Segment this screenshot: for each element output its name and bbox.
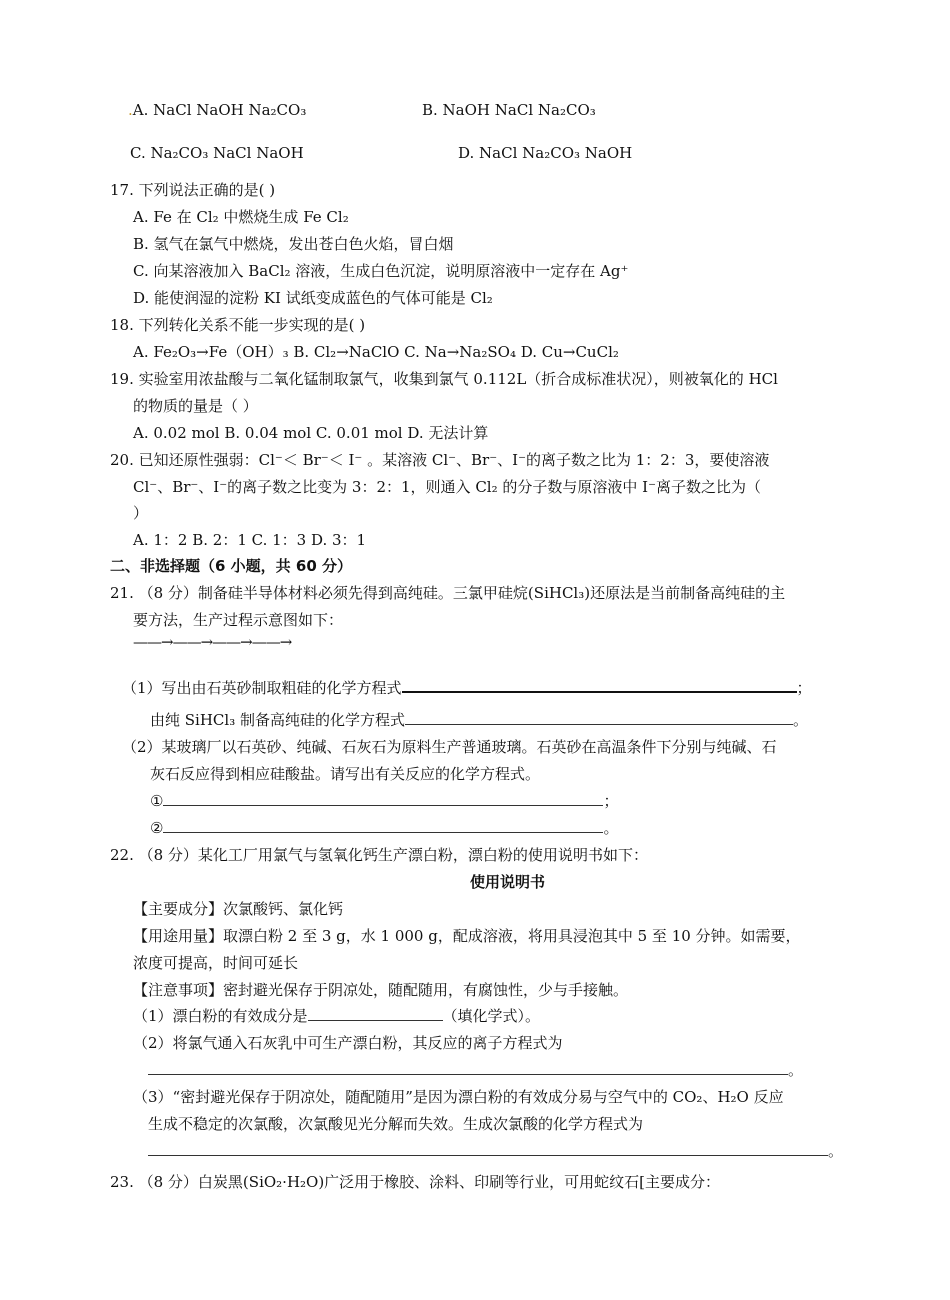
part-1b: 由纯 SiHCl₃ 制备高纯硅的化学方程式 。 [150, 711, 808, 729]
option-c: C. Na₂CO₃ NaCl NaOH [130, 144, 304, 162]
answer-blank[interactable] [148, 1060, 788, 1075]
part-2: （2）某玻璃厂以石英砂、纯碱、石灰石为原料生产普通玻璃。石英砂在高温条件下分别与纯碱、石 [122, 738, 777, 756]
mark-dot: . [128, 101, 133, 119]
option-c: C. 向某溶液加入 BaCl₂ 溶液，生成白色沉淀，说明原溶液中一定存在 Ag⁺ [133, 262, 629, 280]
answer-blank[interactable] [402, 677, 797, 693]
answer-blank[interactable] [308, 1006, 443, 1021]
manual-usage-cont: 浓度可提高，时间可延长 [133, 954, 299, 972]
question-stem: 19. 实验室用浓盐酸与二氧化锰制取氯气，收集到氯气 0.112L（折合成标准状况），则被氧化的 HCl [110, 370, 778, 388]
part-1: （1）漂白粉的有效成分是 （填化学式）。 [133, 1007, 541, 1025]
manual-usage: 【用途用量】取漂白粉 2 至 3 g，水 1 000 g，配成溶液，将用具浸泡其中 5 至 10 分钟。如需要， [133, 927, 801, 945]
question-stem-end: ） [133, 504, 149, 522]
part-2-answer-2: ② 。 [150, 819, 619, 837]
part-2: （2）将氯气通入石灰乳中可生产漂白粉，其反应的离子方程式为 [133, 1034, 563, 1052]
question-stem-cont: 要方法，生产过程示意图如下： [133, 611, 344, 629]
part-3-answer: 。 [148, 1141, 843, 1161]
option-d: D. 能使润湿的淀粉 KI 试纸变成蓝色的气体可能是 Cl₂ [133, 289, 493, 307]
section-heading: 二、非选择题（6 小题，共 60 分） [110, 557, 352, 575]
options: A. 0.02 mol B. 0.04 mol C. 0.01 mol D. 无法计算 [133, 424, 489, 442]
part-3: （3）“密封避光保存于阴凉处，随配随用”是因为漂白粉的有效成分易与空气中的 CO₂、H₂O 反应 [133, 1088, 784, 1106]
option-d: D. NaCl Na₂CO₃ NaOH [458, 144, 633, 162]
question-stem: 22. （8 分）某化工厂用氯气与氢氧化钙生产漂白粉，漂白粉的使用说明书如下： [110, 846, 648, 864]
process-arrows: ——→——→——→——→ [133, 633, 292, 651]
part-2-answer-1: ① ； [150, 792, 619, 810]
question-23-stem: 23. （8 分）白炭黑(SiO₂·H₂O)广泛用于橡胶、涂料、印刷等行业，可用蛇纹石[主要成分： [110, 1173, 721, 1191]
manual-title: 使用说明书 [470, 873, 546, 891]
part-1a: （1）写出由石英砂制取粗硅的化学方程式 ； [122, 679, 812, 697]
part-2-cont: 灰石反应得到相应硅酸盐。请写出有关反应的化学方程式。 [150, 765, 541, 783]
part-2-answer: 。 [148, 1060, 803, 1080]
manual-ingredients: 【主要成分】次氯酸钙、氯化钙 [133, 900, 344, 918]
question-stem: 17. 下列说法正确的是( ) [110, 181, 276, 199]
option-a: A. Fe 在 Cl₂ 中燃烧生成 Fe Cl₂ [133, 208, 349, 226]
option-a: .A. NaCl NaOH Na₂CO₃ [128, 101, 307, 119]
options: A. Fe₂O₃→Fe（OH）₃ B. Cl₂→NaClO C. Na→Na₂SO₄ D. Cu→CuCl₂ [133, 343, 619, 361]
part-3-cont: 生成不稳定的次氯酸，次氯酸见光分解而失效。生成次氯酸的化学方程式为 [148, 1115, 644, 1133]
question-stem: 20. 已知还原性强弱：Cl⁻＜ Br⁻＜ I⁻ 。某溶液 Cl⁻、Br⁻、I⁻的离子数之比为 1：2：3，要使溶液 [110, 451, 770, 469]
option-b: B. 氢气在氯气中燃烧，发出苍白色火焰，冒白烟 [133, 235, 454, 253]
answer-blank[interactable] [148, 1141, 828, 1156]
question-stem: 18. 下列转化关系不能一步实现的是( ) [110, 316, 366, 334]
question-stem: 21. （8 分）制备硅半导体材料必须先得到高纯硅。三氯甲硅烷(SiHCl₃)还原法是当前制备高纯硅的主 [110, 584, 786, 602]
question-stem-cont: 的物质的量是（ ） [133, 397, 258, 415]
answer-blank[interactable] [405, 710, 793, 725]
question-stem-cont: Cl⁻、Br⁻、I⁻的离子数之比变为 3：2：1，则通入 Cl₂ 的分子数与原溶液中 I⁻离子数之比为（ [133, 478, 761, 496]
options: A. 1：2 B. 2：1 C. 1：3 D. 3：1 [133, 531, 367, 549]
manual-notes: 【注意事项】密封避光保存于阴凉处，随配随用，有腐蚀性，少与手接触。 [133, 981, 629, 999]
answer-blank[interactable] [163, 791, 603, 806]
answer-blank[interactable] [163, 818, 603, 833]
option-b: B. NaOH NaCl Na₂CO₃ [422, 101, 596, 119]
